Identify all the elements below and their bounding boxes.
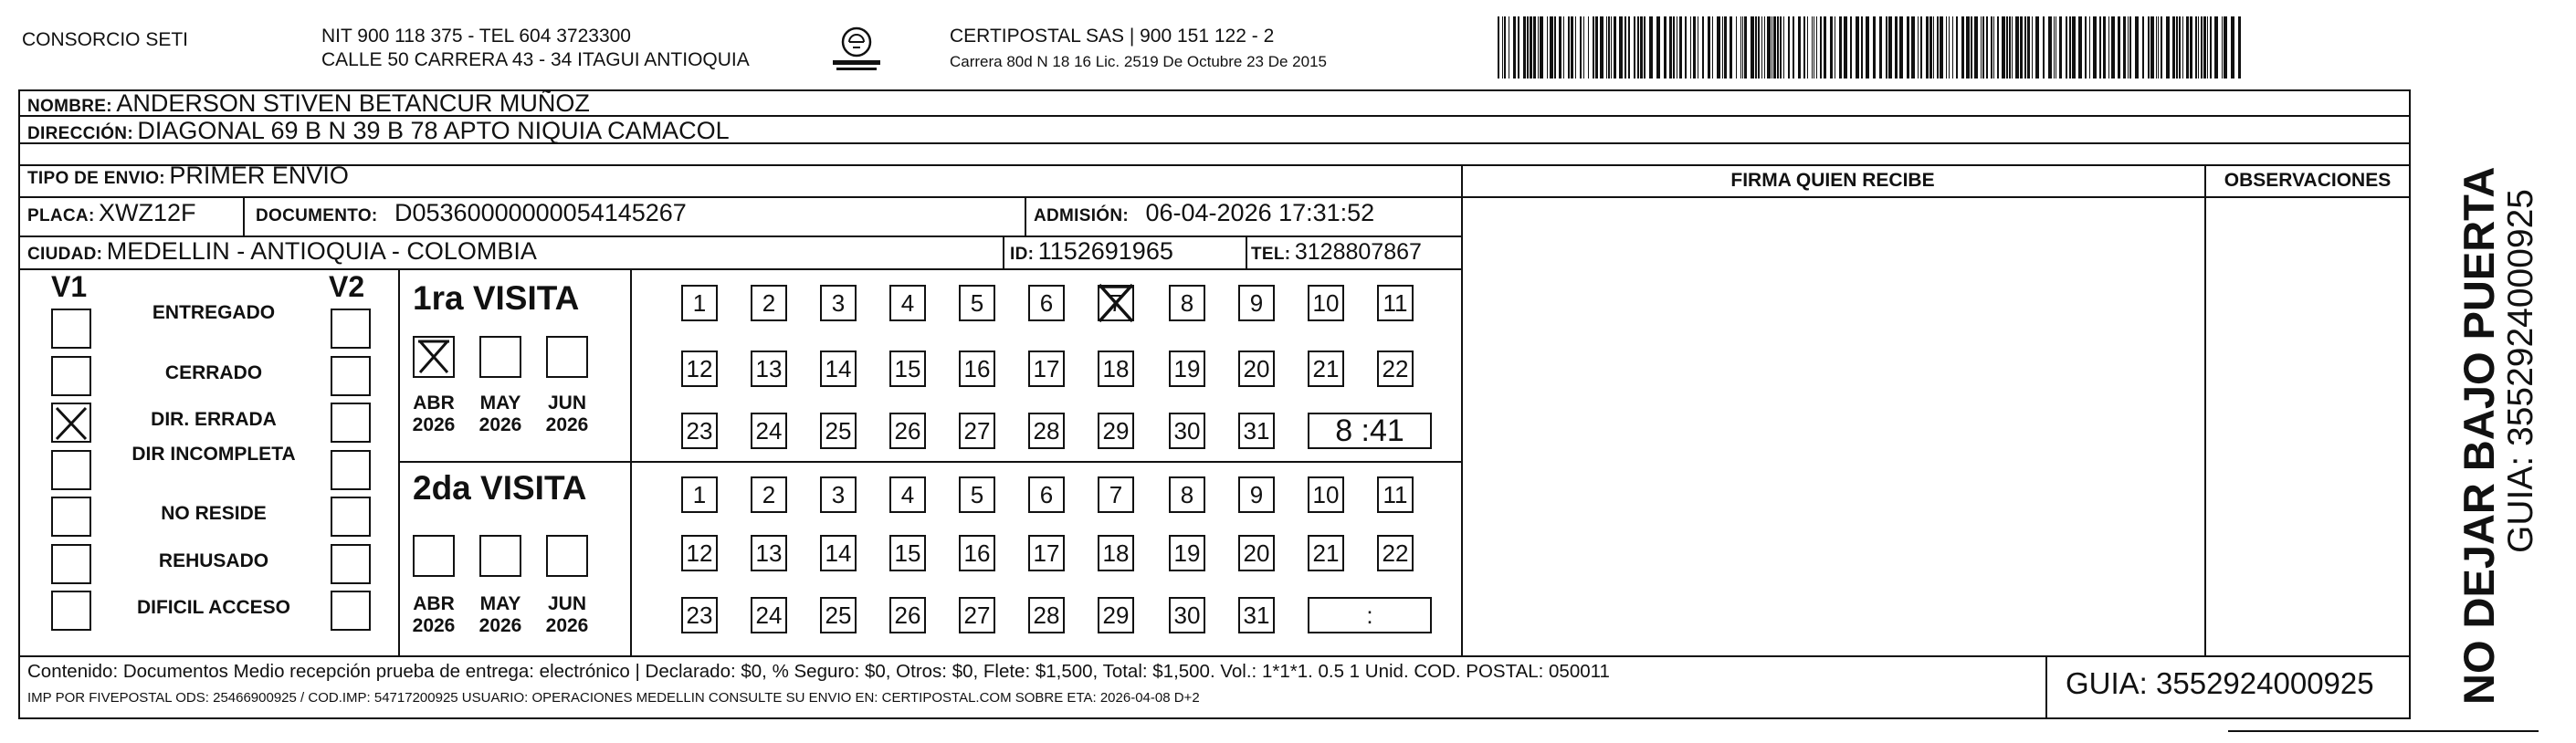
carrier-license: Carrera 80d N 18 16 Lic. 2519 De Octubre 23 De 2015 [950,53,1327,70]
document-row [256,199,687,227]
first-visit-day-box[interactable] [1028,285,1065,321]
day-number: 13 [755,355,783,382]
month-label: MAY [479,392,521,413]
carrier-name: CERTIPOSTAL SAS | 900 151 122 - 2 [950,26,1275,47]
first-visit-day-box[interactable] [751,351,787,387]
day-number: 3 [831,481,846,508]
id-row [1010,237,1173,266]
month-year-label [471,392,530,436]
year-label: 2026 [478,414,522,435]
city-label: CIUDAD: [27,245,103,264]
id-label: ID: [1010,245,1035,264]
second-visit-day-box[interactable] [1028,535,1065,571]
name-label: NOMBRE: [27,97,112,116]
first-visit-day-box[interactable] [1308,351,1344,387]
day-number: 28 [1033,417,1060,445]
day-number: 15 [894,355,921,382]
month-year-label [538,593,596,637]
second-visit-day-box[interactable] [1028,476,1065,513]
month-year-label [405,392,463,436]
day-number: 20 [1243,355,1270,382]
first-visit-day-box[interactable] [1308,285,1344,321]
v2-checkbox[interactable] [331,356,371,396]
first-visit-day-box[interactable] [1098,413,1134,449]
first-visit-day-box[interactable] [1169,351,1205,387]
v1-checkbox[interactable] [51,591,91,631]
city-row [27,237,537,266]
second-visit-day-box[interactable] [959,535,995,571]
plate-value: XWZ12F [99,199,196,226]
second-visit-day-box[interactable] [889,535,926,571]
first-visit-day-box[interactable] [1098,351,1134,387]
day-number: 8 [1180,481,1194,508]
type-label: TIPO DE ENVIO: [27,169,165,188]
day-number: 4 [900,481,915,508]
v1-checkbox[interactable] [51,309,91,349]
id-value: 1152691965 [1037,237,1173,265]
second-visit-day-box[interactable] [681,476,718,513]
day-number: 9 [1249,289,1264,317]
v2-heading: V2 [329,270,365,303]
second-visit-day-box[interactable] [889,597,926,633]
day-number: 25 [825,602,852,629]
year-label: 2026 [545,414,589,435]
v1-checkbox[interactable] [51,497,91,537]
day-number: 1 [692,289,707,317]
second-visit-day-box[interactable] [1169,535,1205,571]
month-label: JUN [547,593,586,614]
second-visit-day-box[interactable] [751,476,787,513]
month-label: MAY [479,593,521,614]
day-number: 17 [1033,355,1060,382]
year-label: 2026 [478,615,522,636]
first-visit-day-box[interactable] [820,285,857,321]
second-visit-day-box[interactable] [959,476,995,513]
day-number: 15 [894,539,921,567]
day-number: 30 [1173,417,1201,445]
first-visit-day-box[interactable] [681,413,718,449]
first-visit-day-box[interactable] [820,351,857,387]
year-label: 2026 [545,615,589,636]
second-visit-day-box[interactable] [681,597,718,633]
first-visit-day-box[interactable] [889,285,926,321]
day-number: 31 [1243,417,1270,445]
print-info-line: IMP POR FIVEPOSTAL ODS: 25466900925 / COD.IMP: 54717200925 USUARIO: OPERACIONES MEDELLIN CONSULTE SU ENVIO EN: CERTIPOSTAL.COM SOBRE ETA: 2026-04-08 D+2 [27,690,1200,706]
day-number: 14 [825,355,852,382]
second-visit-day-box[interactable] [1238,535,1275,571]
day-number: 2 [762,289,776,317]
day-number: 26 [894,417,921,445]
tel-label: TEL: [1251,245,1291,264]
month-label: JUN [547,392,586,413]
first-visit-day-box[interactable] [681,351,718,387]
day-number: 27 [963,602,991,629]
day-number: 6 [1039,481,1054,508]
no-bajo-puerta-warning: NO DEJAR BAJO PUERTA [2455,166,2503,705]
sender-nit: NIT 900 118 375 - TEL 604 3723300 [321,26,631,47]
recipient-name: ANDERSON STIVEN BETANCUR MUÑOZ [116,89,590,117]
admission-value: 06-04-2026 17:31:52 [1145,199,1375,226]
first-visit-day-box[interactable] [1377,285,1414,321]
first-visit-day-box[interactable] [959,351,995,387]
v1-checkbox[interactable] [51,403,91,443]
v2-checkbox[interactable] [331,544,371,584]
plate-row [27,199,196,227]
day-number: 11 [1383,289,1408,317]
second-visit-day-box[interactable] [820,476,857,513]
month-year-label [538,392,596,436]
day-number: 24 [755,602,783,629]
month-label: ABR [413,593,455,614]
first-visit-day-box[interactable] [1169,285,1205,321]
day-number: 8 [1180,289,1194,317]
day-number: 12 [686,539,713,567]
first-visit-title: 1ra VISITA [413,279,580,317]
day-number: 21 [1312,539,1340,567]
status-label: DIR INCOMPLETA [131,443,296,465]
day-number: 19 [1173,355,1201,382]
second-visit-title: 2da VISITA [413,469,587,507]
first-visit-day-box[interactable] [889,413,926,449]
day-number: 20 [1243,539,1270,567]
day-number: 10 [1312,289,1340,317]
status-label: REHUSADO [158,549,269,571]
first-visit-day-box[interactable] [1238,413,1275,449]
day-number: 5 [970,289,984,317]
v2-checkbox[interactable] [331,591,371,631]
second-visit-month-checkbox[interactable] [479,535,521,577]
day-number: 23 [686,602,713,629]
type-row [27,162,349,190]
day-number: 30 [1173,602,1201,629]
first-visit-day-box[interactable] [751,413,787,449]
sender-address: CALLE 50 CARRERA 43 - 34 ITAGUI ANTIOQUIA [321,49,750,70]
certipostal-logo-icon [829,24,884,75]
day-number: 28 [1033,602,1060,629]
signature-header: FIRMA QUIEN RECIBE [1730,170,1935,191]
day-number: 10 [1312,481,1340,508]
day-number: 25 [825,417,852,445]
v1-heading: V1 [51,270,88,303]
contents-line: Contenido: Documentos Medio recepción prueba de entrega: electrónico | Declarado: $0, % Seguro: $0, Otros: $0, Flete: $1,500, Total: $1,500. Vol.: 1*1*1. 0.5 1 Unid. COD. POSTAL: 050011 [27,661,1610,682]
v2-checkbox[interactable] [331,497,371,537]
first-visit-month-checkbox[interactable] [546,336,588,378]
first-visit-day-box[interactable] [1098,285,1134,321]
second-visit-day-box[interactable] [1377,476,1414,513]
second-visit-day-box[interactable] [681,535,718,571]
day-number: 22 [1382,539,1409,567]
first-visit-day-box[interactable] [1028,351,1065,387]
second-visit-time-box[interactable]: : [1308,597,1432,633]
day-number: 12 [686,355,713,382]
city-value: MEDELLIN - ANTIOQUIA - COLOMBIA [106,237,537,265]
second-visit-month-checkbox[interactable] [413,535,455,577]
name-row [27,89,590,118]
second-visit-day-box[interactable] [751,535,787,571]
tel-row [1251,239,1422,266]
v1-checkbox[interactable] [51,450,91,490]
shipment-type: PRIMER ENVIO [169,162,349,189]
day-number: 24 [755,417,783,445]
second-visit-day-box[interactable] [751,597,787,633]
second-visit-day-box[interactable] [1169,476,1205,513]
footer-guide-number: GUIA: 3552924000925 [2066,666,2374,700]
second-visit-day-box[interactable] [1028,597,1065,633]
second-visit-day-box[interactable] [1169,597,1205,633]
first-visit-day-box[interactable] [959,413,995,449]
day-number: 27 [963,417,991,445]
day-number: 22 [1382,355,1409,382]
address-row [27,117,730,145]
second-visit-day-box[interactable] [1377,535,1414,571]
day-number: 29 [1102,417,1130,445]
day-number: 6 [1039,289,1054,317]
day-number: 19 [1173,539,1201,567]
day-number: 9 [1249,481,1264,508]
first-visit-day-box[interactable] [889,351,926,387]
day-number: 16 [963,355,991,382]
day-number: 13 [755,539,783,567]
month-label: ABR [413,392,455,413]
day-number: 26 [894,602,921,629]
admission-label: ADMISIÓN: [1034,206,1130,225]
v2-checkbox[interactable] [331,403,371,443]
second-visit-day-box[interactable] [1308,535,1344,571]
second-visit-day-box[interactable] [1098,476,1134,513]
status-label: NO RESIDE [161,503,267,524]
first-visit-day-box[interactable] [681,285,718,321]
side-guide-number: GUIA: 3552924000925 [2501,189,2540,553]
barcode [1498,16,2243,78]
first-visit-time-box[interactable]: 8 :41 [1308,413,1432,449]
day-number: 7 [1109,289,1123,317]
month-year-label [405,593,463,637]
day-number: 11 [1383,481,1408,508]
tel-value: 3128807867 [1294,239,1422,265]
second-visit-day-box[interactable] [1098,535,1134,571]
second-visit-day-box[interactable] [1238,597,1275,633]
month-year-label [471,593,530,637]
first-visit-day-box[interactable] [1238,351,1275,387]
second-visit-day-box[interactable] [1238,476,1275,513]
first-visit-day-box[interactable] [1377,351,1414,387]
v1-checkbox[interactable] [51,356,91,396]
day-number: 1 [692,481,707,508]
first-visit-day-box[interactable] [751,285,787,321]
day-number: 31 [1243,602,1270,629]
v2-checkbox[interactable] [331,450,371,490]
status-label: DIFICIL ACCESO [136,597,290,618]
first-visit-day-box[interactable] [1169,413,1205,449]
day-number: 21 [1312,355,1340,382]
year-label: 2026 [412,615,456,636]
second-visit-day-box[interactable] [889,476,926,513]
first-visit-month-checkbox[interactable] [479,336,521,378]
year-label: 2026 [412,414,456,435]
sender-name: CONSORCIO SETI [22,29,189,50]
first-visit-day-box[interactable] [1028,413,1065,449]
status-label: ENTREGADO [152,302,276,323]
day-number: 3 [831,289,846,317]
v1-checkbox[interactable] [51,544,91,584]
status-label: DIR. ERRADA [151,409,277,430]
second-visit-day-box[interactable] [1098,597,1134,633]
day-number: 18 [1102,539,1130,567]
day-number: 23 [686,417,713,445]
day-number: 14 [825,539,852,567]
second-visit-day-box[interactable] [959,597,995,633]
status-label: CERRADO [164,361,263,383]
observations-header: OBSERVACIONES [2224,170,2392,191]
document-value: D05360000000054145267 [394,199,687,226]
day-number: 5 [970,481,984,508]
day-number: 29 [1102,602,1130,629]
document-label: DOCUMENTO: [256,206,378,225]
day-number: 18 [1102,355,1130,382]
address-label: DIRECCIÓN: [27,124,133,143]
recipient-address: DIAGONAL 69 B N 39 B 78 APTO NIQUIA CAMACOL [137,117,730,144]
day-number: 4 [900,289,915,317]
second-visit-day-box[interactable] [820,535,857,571]
plate-label: PLACA: [27,206,95,225]
day-x-mark [1094,281,1138,325]
first-visit-month-checkbox[interactable] [413,336,455,378]
first-visit-day-box[interactable] [820,413,857,449]
second-visit-month-checkbox[interactable] [546,535,588,577]
day-number: 7 [1109,481,1123,508]
v2-checkbox[interactable] [331,309,371,349]
admission-row [1034,199,1374,227]
first-visit-day-box[interactable] [959,285,995,321]
day-number: 16 [963,539,991,567]
first-visit-day-box[interactable] [1238,285,1275,321]
day-number: 17 [1033,539,1060,567]
day-number: 2 [762,481,776,508]
second-visit-day-box[interactable] [820,597,857,633]
second-visit-day-box[interactable] [1308,476,1344,513]
